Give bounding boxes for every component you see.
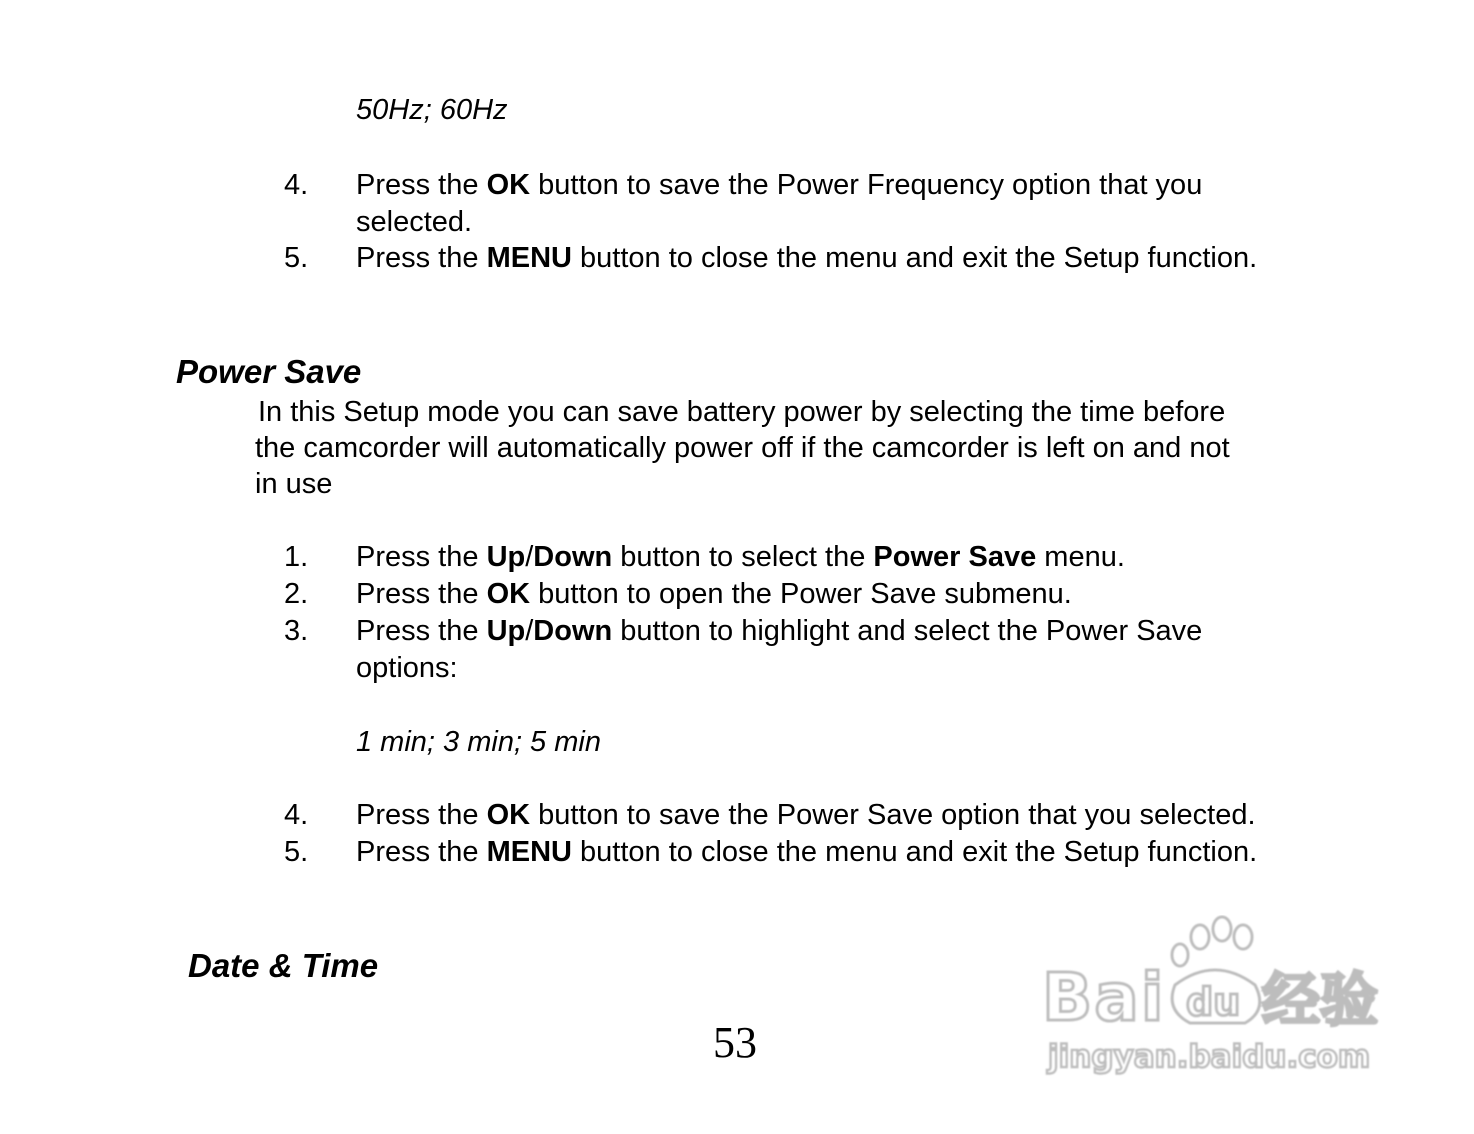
freq-step-4-continuation: selected. [356, 206, 473, 238]
baidu-watermark-logo [1040, 915, 1390, 1080]
date-time-heading: Date & Time [188, 947, 379, 984]
power-save-step-4: Press the OK button to save the Power Save option that you selected. [356, 799, 1256, 831]
freq-step-5: Press the MENU button to close the menu and exit the Setup function. [356, 242, 1258, 274]
step-number: 1. [284, 541, 309, 573]
svg-text:Bai: Bai [1042, 959, 1166, 1036]
frequency-options: 50Hz; 60Hz [356, 94, 508, 126]
intro-line: In this Setup mode you can save battery power by selecting the time before [258, 396, 1226, 428]
power-save-step-1: Press the Up/Down button to select the Power Save menu. [356, 541, 1125, 573]
step-number: 5. [284, 242, 309, 274]
power-save-options: 1 min; 3 min; 5 min [356, 726, 601, 758]
intro-line: the camcorder will automatically power off if the camcorder is left on and not [255, 432, 1230, 464]
power-save-heading: Power Save [176, 353, 362, 390]
power-save-step-5: Press the MENU button to close the menu and exit the Setup function. [356, 836, 1258, 868]
step-number: 4. [284, 169, 309, 201]
svg-text:经验: 经验 [1262, 966, 1379, 1034]
freq-step-4: Press the OK button to save the Power Frequency option that you [356, 169, 1203, 201]
step-number: 5. [284, 836, 309, 868]
power-save-step-2: Press the OK button to open the Power Save submenu. [356, 578, 1072, 610]
svg-text:du: du [1186, 980, 1241, 1024]
page-number: 53 [713, 1018, 757, 1067]
svg-text:jingyan.baidu.com: jingyan.baidu.com [1048, 1039, 1371, 1075]
power-save-step-3: Press the Up/Down button to highlight and select the Power Save [356, 615, 1203, 647]
step-number: 3. [284, 615, 309, 647]
power-save-step-3-continuation: options: [356, 652, 458, 684]
step-number: 2. [284, 578, 309, 610]
step-number: 4. [284, 799, 309, 831]
intro-line: in use [255, 468, 333, 500]
